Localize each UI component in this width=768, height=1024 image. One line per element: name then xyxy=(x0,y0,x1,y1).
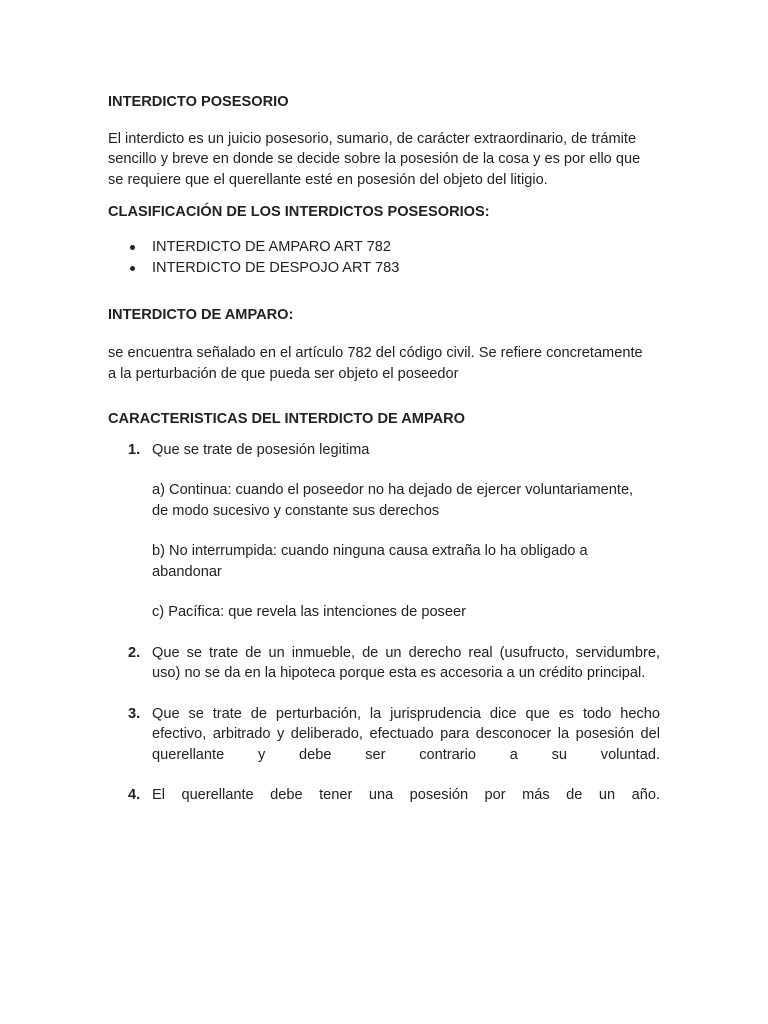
list-number: 4. xyxy=(128,787,141,803)
sub-item-line: c) Pacífica: que revela las intenciones de poseer xyxy=(152,604,466,620)
list-item xyxy=(108,643,660,684)
list-item xyxy=(108,237,660,258)
classification-list xyxy=(108,237,660,279)
list-number: 2. xyxy=(128,644,141,661)
amparo-paragraph xyxy=(108,343,660,384)
intro-line: sencillo y breve en donde se decide sobre la posesión de la cosa y es por ello que xyxy=(108,151,641,167)
classification-heading: CLASIFICACIÓN DE LOS INTERDICTOS POSESORIOS: xyxy=(108,204,490,220)
sub-item-b xyxy=(152,541,660,582)
list-item-text: Que se trate de posesión legitima xyxy=(152,441,370,458)
intro-line: se requiere que el querellante esté en posesión del objeto del litigio. xyxy=(108,171,548,188)
list-item-line: Que se trate de un inmueble, de un derecho real (usufructo, servidumbre, xyxy=(152,644,660,661)
characteristics-heading: CARACTERISTICAS DEL INTERDICTO DE AMPARO xyxy=(108,411,466,427)
list-item-line: querellante y debe ser contrario a su voluntad. xyxy=(152,746,660,763)
list-number: 3. xyxy=(128,705,141,722)
list-item-line: El querellante debe tener una posesión por más de un año. xyxy=(152,787,660,803)
list-item xyxy=(108,440,660,623)
bullet-icon xyxy=(130,266,135,271)
list-item xyxy=(108,258,660,279)
sub-item-a xyxy=(152,480,660,521)
list-item xyxy=(108,785,660,806)
sub-item-line: a) Continua: cuando el poseedor no ha dejado de ejercer voluntariamente, xyxy=(152,482,634,498)
sub-item-line: de modo sucesivo y constante sus derechos xyxy=(152,502,440,519)
sub-item-line: abandonar xyxy=(152,563,222,580)
bullet-icon xyxy=(130,245,135,250)
intro-paragraph xyxy=(108,129,660,191)
list-item-line: efectivo, arbitrado y deliberado, efectuado para desconocer la posesión del xyxy=(152,726,660,742)
document-title: INTERDICTO POSESORIO xyxy=(108,94,289,110)
amparo-line: a la perturbación de que pueda ser objeto el poseedor xyxy=(108,365,459,382)
sub-item-line: b) No interrumpida: cuando ninguna causa extraña lo ha obligado a xyxy=(152,543,588,559)
list-item-line: Que se trate de perturbación, la jurisprudencia dice que es todo hecho xyxy=(152,705,660,722)
document-page xyxy=(108,88,660,806)
sub-item-c xyxy=(152,602,660,623)
list-item-line: uso) no se da en la hipoteca porque esta es accesoria a un crédito principal. xyxy=(152,665,646,681)
list-item xyxy=(108,704,660,766)
list-item-text: INTERDICTO DE AMPARO ART 782 xyxy=(152,238,391,255)
list-number: 1. xyxy=(128,441,141,458)
characteristics-list xyxy=(108,440,660,806)
list-item-text: INTERDICTO DE DESPOJO ART 783 xyxy=(152,260,400,276)
amparo-line: se encuentra señalado en el artículo 782 del código civil. Se refiere concretamente xyxy=(108,345,643,361)
intro-line: El interdicto es un juicio posesorio, sumario, de carácter extraordinario, de trámite xyxy=(108,130,637,147)
amparo-heading: INTERDICTO DE AMPARO: xyxy=(108,306,294,323)
